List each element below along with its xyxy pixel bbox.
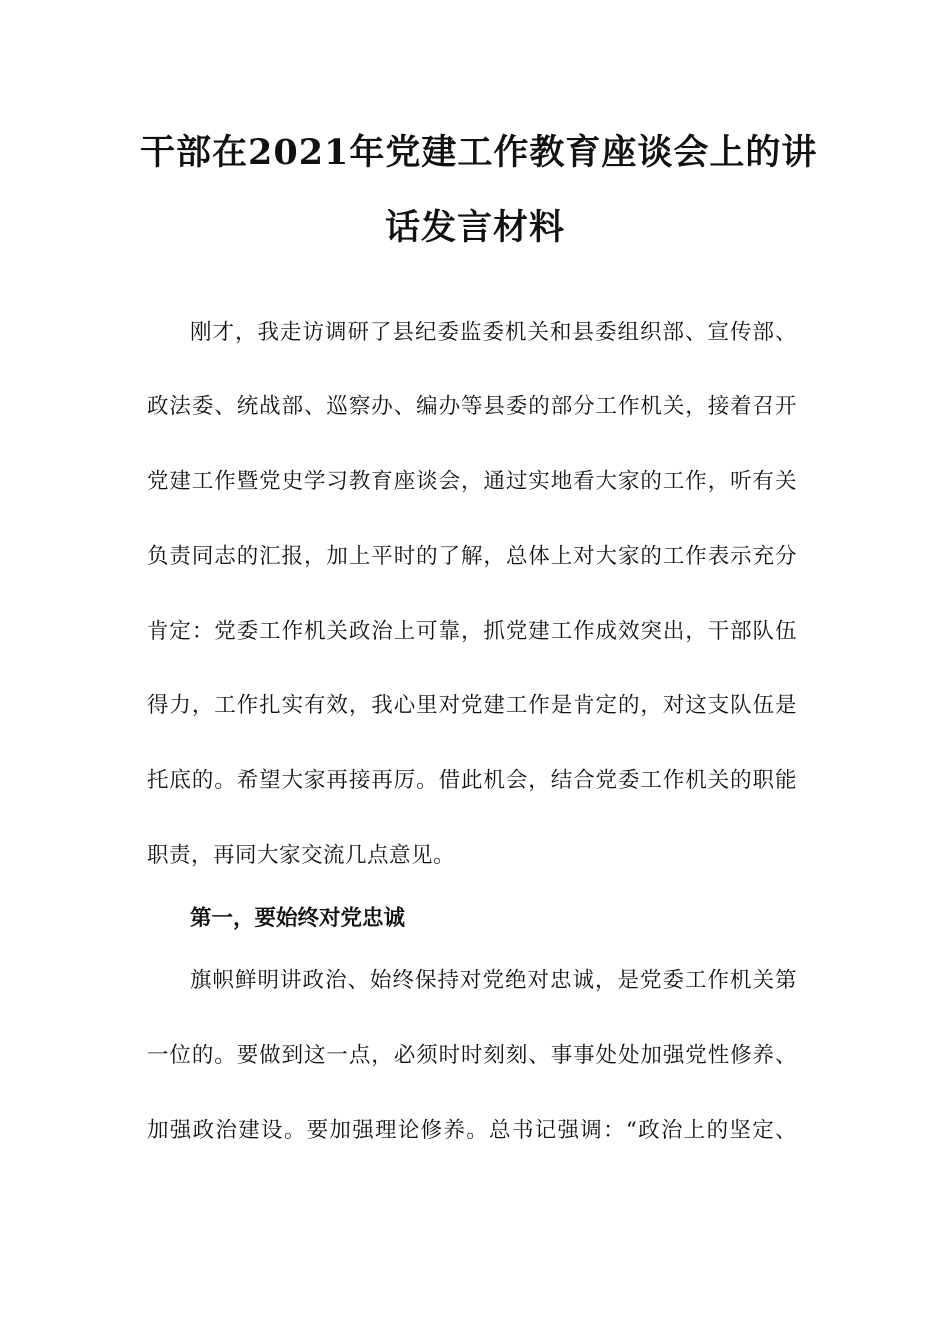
paragraph-2-line-2: 一位的。要做到这一点，必须时时刻刻、事事处处加强党性修养、: [147, 1043, 797, 1068]
document-title-line-2: 话发言材料: [384, 207, 565, 248]
paragraph-1-line-6: 得力，工作扎实有效，我心里对党建工作是肯定的，对这支队伍是: [147, 693, 797, 718]
paragraph-1-line-8: 职责，再同大家交流几点意见。: [147, 843, 456, 868]
paragraph-1-line-7: 托底的。希望大家再接再厉。借此机会，结合党委工作机关的职能: [147, 768, 797, 793]
paragraph-1-line-3: 党建工作暨党史学习教育座谈会，通过实地看大家的工作，听有关: [147, 469, 797, 494]
paragraph-1-line-5: 肯定：党委工作机关政治上可靠，抓党建工作成效突出，干部队伍: [147, 619, 797, 644]
paragraph-1-line-1: 刚才，我走访调研了县纪委监委机关和县委组织部、宣传部、: [190, 320, 797, 345]
paragraph-1-line-4: 负责同志的汇报，加上平时的了解，总体上对大家的工作表示充分: [147, 544, 797, 569]
document-title-line-1: 干部在2021年党建工作教育座谈会上的讲: [140, 132, 818, 173]
paragraph-2-line-3: 加强政治建设。要加强理论修养。总书记强调：“政治上的坚定、: [147, 1118, 797, 1143]
paragraph-2-line-1: 旗帜鲜明讲政治、始终保持对党绝对忠诚，是党委工作机关第: [190, 968, 797, 993]
paragraph-1-line-2: 政法委、统战部、巡察办、编办等县委的部分工作机关，接着召开: [147, 394, 797, 419]
section-1-heading: 第一，要始终对党忠诚: [190, 906, 406, 931]
